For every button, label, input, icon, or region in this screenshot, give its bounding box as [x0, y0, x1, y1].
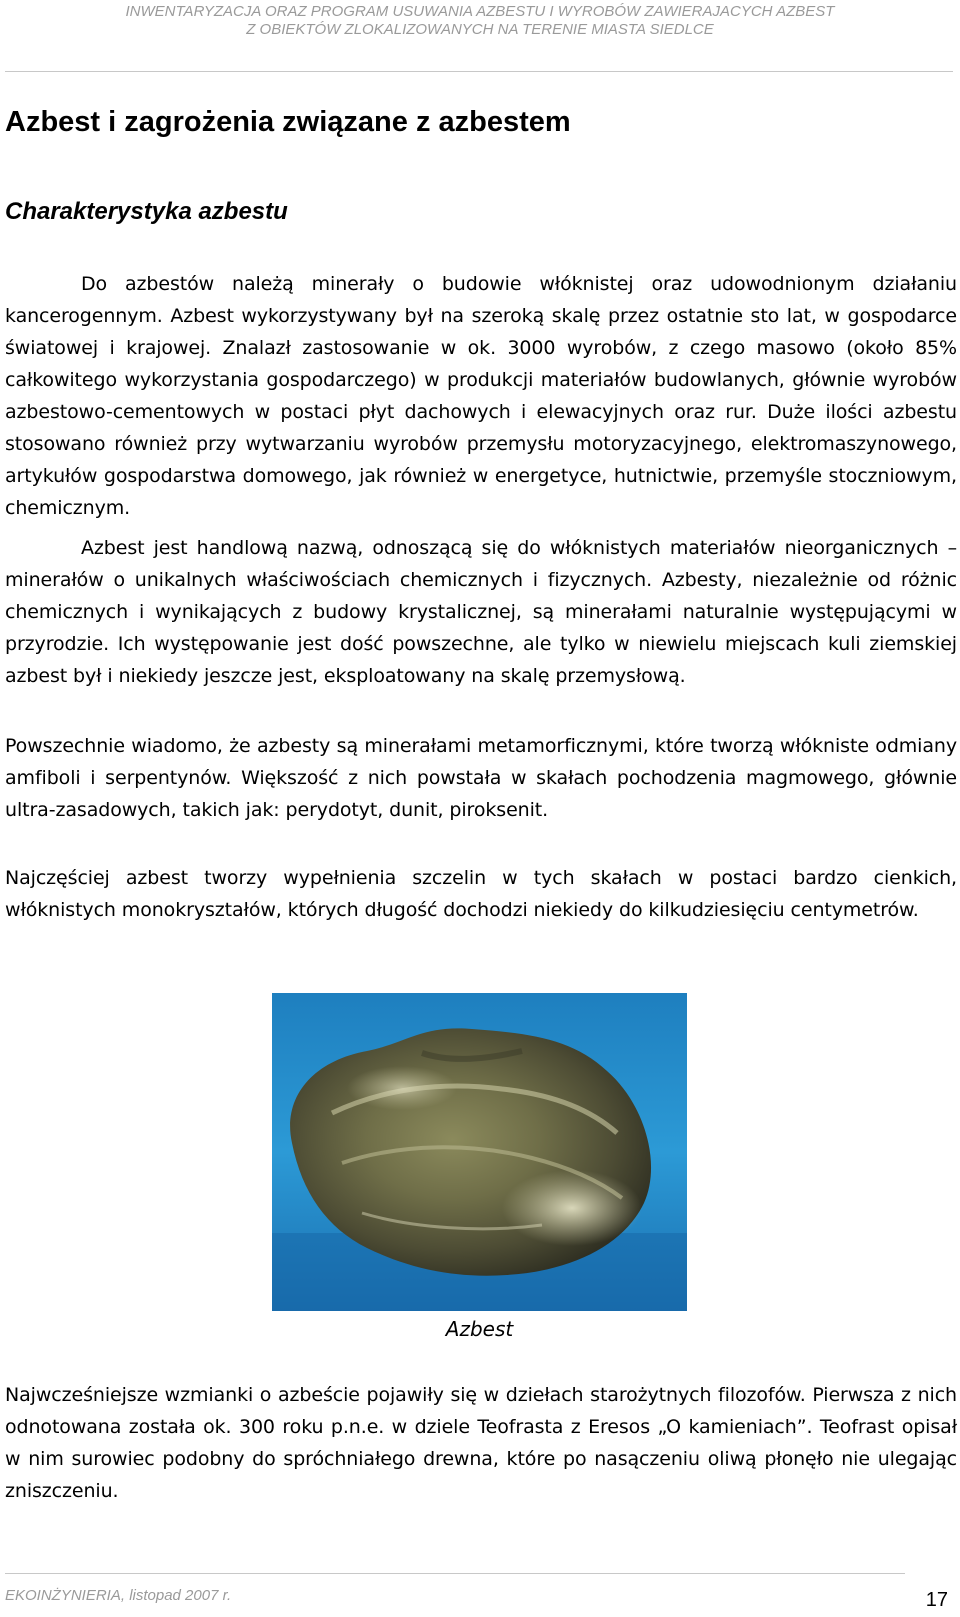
footer-publisher: EKOINŻYNIERIA, listopad 2007 r.: [5, 1587, 232, 1604]
asbestos-rock-image: [272, 993, 687, 1311]
figure-caption: Azbest: [445, 1317, 514, 1341]
running-header: [0, 0, 960, 39]
page-number: 17: [925, 1589, 948, 1611]
page-title: Azbest i zagrożenia związane z azbestem: [5, 106, 571, 138]
paragraph-3: Powszechnie wiadomo, że azbesty są minerałami metamorficznymi, które tworzą włókniste odmiany amfiboli i serpentynów. Większość z nich powstała w skałach pochodzenia magmowego, głównie ultra-zasadowych, takich jak: perydotyt, dunit, piroksenit.: [5, 735, 957, 821]
footer-divider: [5, 1573, 905, 1574]
paragraph-5: Najwcześniejsze wzmianki o azbeście pojawiły się w dziełach starożytnych filozofów. Pierwsza z nich odnotowana została ok. 300 roku p.n.e. w dziele Teofrasta z Eresos „O kamieniach”. Teofrast opisał w nim surowiec podobny do spróchniałego drewna, które po nasączeniu oliwą płonęło nie ulegając zniszczeniu.: [5, 1384, 957, 1502]
header-line-2: Z OBIEKTÓW ZLOKALIZOWANYCH NA TERENIE MIASTA SIEDLCE: [246, 21, 714, 38]
paragraph-1: Do azbestów należą minerały o budowie włóknistej oraz udowodnionym działaniu kancerogennym. Azbest wykorzystywany był na szeroką skalę przez ostatnie sto lat, w gospodarce światowej i krajowej. Znalazł zastosowanie w ok. 3000 wyrobów, z czego masowo (około 85% całkowitego wykorzystania gospodarczego) w produkcji materiałów budowlanych, głównie wyrobów azbestowo-cementowych w postaci płyt dachowych i elewacyjnych oraz rur. Duże ilości azbestu stosowano również przy wytwarzaniu wyrobów przemysłu motoryzacyjnego, elektromaszynowego, artykułów gospodarstwa domowego, jak również w energetyce, hutnictwie, przemyśle stoczniowym, chemicznym.: [5, 273, 957, 519]
asbestos-photo: [272, 993, 687, 1311]
header-divider: [5, 71, 953, 72]
paragraph-4: Najczęściej azbest tworzy wypełnienia szczelin w tych skałach w postaci bardzo cienkich, włóknistych monokryształów, których długość dochodzi niekiedy do kilkudziesięciu centymetrów.: [5, 867, 957, 921]
paragraph-2: Azbest jest handlową nazwą, odnoszącą się do włóknistych materiałów nieorganicznych – minerałów o unikalnych właściwościach chemicznych i fizycznych. Azbesty, niezależnie od różnic chemicznych i wynikających z budowy krystalicznej, są minerałami naturalnie występującymi w przyrodzie. Ich występowanie jest dość powszechne, ale tylko w niewielu miejscach kuli ziemskiej azbest był i niekiedy jeszcze jest, eksploatowany na skalę przemysłową.: [5, 537, 957, 687]
header-line-1: INWENTARYZACJA ORAZ PROGRAM USUWANIA AZBESTU I WYROBÓW ZAWIERAJACYCH AZBEST: [125, 3, 835, 20]
section-subtitle: Charakterystyka azbestu: [5, 198, 288, 225]
